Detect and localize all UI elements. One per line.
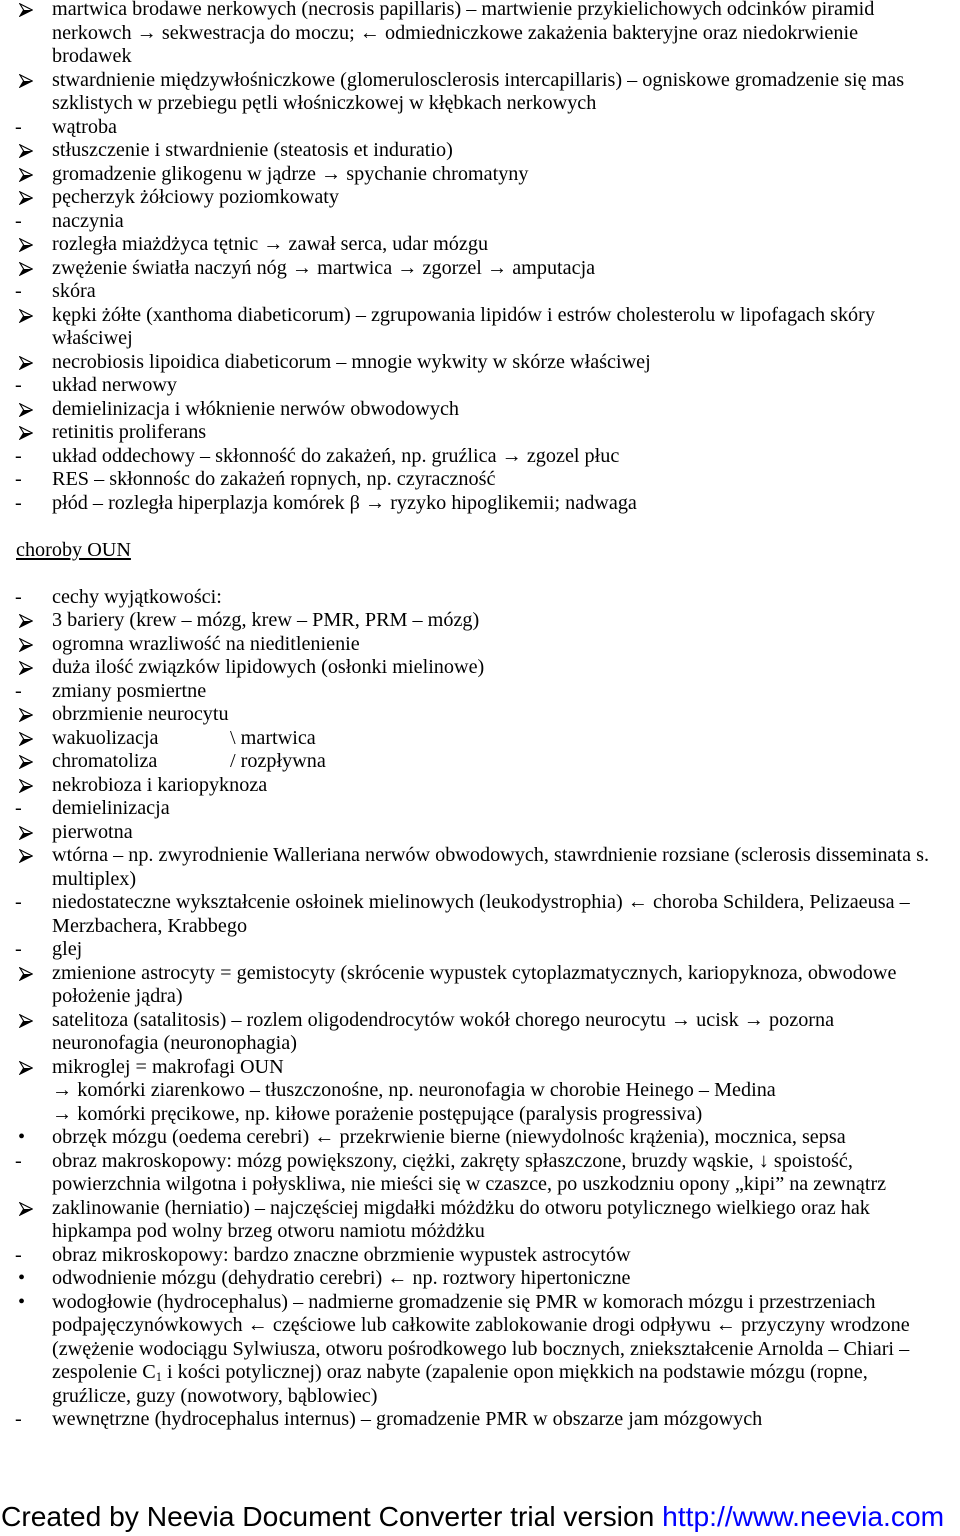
list-item [0, 1291, 960, 1409]
list-item [0, 374, 960, 398]
text-segment: zwężenie światła naczyń nóg → martwica → zgorzel → amputacja [52, 256, 596, 279]
list-item [0, 750, 960, 774]
watermark-text: Created by Neevia Document Converter trial version [1, 1500, 655, 1532]
list-item-line [52, 1032, 960, 1056]
list-item-line [52, 163, 960, 187]
list-item-line [52, 0, 960, 22]
list-item-line [52, 1338, 960, 1362]
converter-watermark [1, 1500, 944, 1532]
list-item-line [52, 891, 960, 915]
text-segment: położenie jądra) [52, 985, 183, 1007]
text-segment: wodogłowie (hydrocephalus) – nadmierne gromadzenie się PMR w komorach mózgu i przestrzeniach [52, 1290, 876, 1313]
list-item-line [52, 1244, 960, 1268]
text-segment: satelitoza (satalitosis) – rozlem oligodendrocytów wokół chorego neurocytu → ucisk → pozorna [52, 1008, 835, 1031]
list-item [0, 680, 960, 704]
list-item [0, 280, 960, 304]
text-segment: brodawek [52, 45, 132, 67]
list-item-line [52, 1314, 960, 1338]
list-item-line [52, 421, 960, 445]
dash-bullet: - [15, 444, 22, 467]
arrowhead-bullet-icon [19, 774, 33, 798]
dash-bullet: - [15, 679, 22, 702]
text-segment: obrzmienie neurocytu [52, 703, 229, 725]
list-item-line [52, 609, 960, 633]
list-item [0, 1150, 960, 1197]
list-item-line [52, 374, 960, 398]
section-heading: choroby OUN [16, 538, 131, 561]
arrowhead-bullet-icon [19, 703, 33, 727]
dash-bullet: - [15, 468, 22, 490]
list-item [0, 233, 960, 257]
arrowhead-bullet-icon [19, 0, 33, 22]
list-item-line [52, 633, 960, 657]
column-note: \ martwica [230, 726, 316, 749]
list-item-line [52, 680, 960, 704]
list-item-line [52, 69, 960, 93]
list-item-line [52, 1150, 960, 1174]
text-segment: gromadzenie glikogenu w jądrze → spychanie chromatyny [52, 162, 529, 185]
list-item-line [52, 1173, 960, 1197]
arrowhead-bullet-icon [19, 421, 33, 445]
blank-line [0, 562, 960, 586]
text-segment: glej [52, 938, 83, 960]
list-item-line [52, 1009, 960, 1033]
dash-bullet: - [15, 1408, 22, 1430]
list-item-line [52, 1197, 960, 1221]
dash-bullet: - [15, 891, 22, 913]
list-item [0, 257, 960, 281]
text-segment: kępki żółte (xanthoma diabeticorum) – zgrupowania lipidów i estrów cholesterolu w lipofagach skóry [52, 303, 875, 326]
arrowhead-bullet-icon [19, 139, 33, 163]
list-item [0, 609, 960, 633]
list-item-line [52, 1056, 960, 1080]
list-item-line [52, 45, 960, 69]
arrowhead-bullet-icon [19, 609, 33, 633]
list-item [0, 468, 960, 492]
text-segment: pierwotna [52, 820, 133, 843]
text-segment: → komórki ziarenkowo – tłuszczonośne, np. neuronofagia w chorobie Heinego – Medina [52, 1079, 776, 1101]
dash-bullet: - [15, 1149, 22, 1172]
dash-bullet: - [15, 115, 22, 138]
list-item-line [52, 586, 960, 610]
text-segment: (zwężenie wodociągu Sylwiusza, otworu pośrodkowego lub bocznych, zniekształcenie Arnolda – Chiari – [52, 1337, 910, 1360]
arrowhead-bullet-icon [19, 1056, 33, 1080]
text-segment: obraz mikroskopowy: bardzo znaczne obrzmienie wypustek astrocytów [52, 1243, 631, 1266]
list-item [0, 1056, 960, 1127]
list-item [0, 1009, 960, 1056]
text-segment: mikroglej = makrofagi OUN [52, 1055, 284, 1078]
list-item-line [52, 210, 960, 234]
list-item-line [52, 656, 960, 680]
text-segment: cechy wyjątkowości: [52, 585, 222, 608]
round-bullet-icon: • [18, 1126, 26, 1148]
list-item [0, 1244, 960, 1268]
list-item-line [52, 1385, 960, 1409]
arrowhead-bullet-icon [19, 233, 33, 257]
list-item-line [52, 351, 960, 375]
list-item [0, 821, 960, 845]
list-item [0, 656, 960, 680]
list-item-line [52, 1220, 960, 1244]
text-segment: powierzchnia wilgotna i połyskliwa, nie mieści się w czaszce, po uszkodzniu opony „kipi” na zewnątrz [52, 1173, 887, 1195]
list-item [0, 797, 960, 821]
list-item [0, 186, 960, 210]
list-item-line [52, 327, 960, 351]
list-item [0, 304, 960, 351]
list-item-line [52, 139, 960, 163]
text-segment: zmiany posmiertne [52, 679, 207, 702]
round-bullet-icon: • [18, 1267, 26, 1289]
arrowhead-bullet-icon [19, 1197, 33, 1221]
list-item [0, 633, 960, 657]
text-segment: obraz makroskopowy: mózg powiększony, ciężki, zakręty spłaszczone, bruzdy wąskie, ↓ spoistość, [52, 1149, 853, 1172]
dash-bullet: - [15, 374, 22, 396]
text-segment: duża ilość związków lipidowych (osłonki mielinowe) [52, 656, 485, 678]
text-segment: i kości potylicznej) oraz nabyte (zapalenie opon miękkich na podstawie mózgu (ropne, [161, 1361, 868, 1383]
text-segment: naczynia [52, 209, 124, 232]
text-segment: właściwej [52, 327, 133, 349]
list-item-line [52, 703, 960, 727]
list-item-line [52, 1103, 960, 1127]
list-item-line [52, 868, 960, 892]
list-item-line [52, 92, 960, 116]
arrowhead-bullet-icon [19, 163, 33, 187]
list-item-line [52, 280, 960, 304]
text-segment: odwodnienie mózgu (dehydratio cerebri) ← np. roztwory hipertoniczne [52, 1267, 631, 1289]
list-item-line [52, 844, 960, 868]
text-segment: ogromna wrazliwość na nieditlenienie [52, 632, 360, 655]
arrowhead-bullet-icon [19, 844, 33, 868]
subscript: 1 [155, 1370, 162, 1385]
list-item-line [52, 398, 960, 422]
text-segment: obrzęk mózgu (oedema cerebri) ← przekrwienie bierne (niewydolnośc krążenia), mocznica, sepsa [52, 1126, 846, 1148]
text-segment: niedostateczne wykształcenie osłoinek mielinowych (leukodystrophia) ← choroba Schildera, Pelizaeusa – [52, 891, 910, 913]
text-segment: wtórna – np. zwyrodnienie Walleriana nerwów obwodowych, stawrdnienie rozsiane (sclerosis disseminata s. [52, 844, 930, 866]
text-segment: hipkampa pod wolny brzeg otworu namiotu móżdżku [52, 1220, 485, 1242]
list-item-line [52, 233, 960, 257]
list-item-line [52, 1267, 960, 1291]
list-item-line [52, 257, 960, 281]
text-segment: martwica brodawe nerkowych (necrosis papillaris) – martwienie przykielichowych odcinków piramid [52, 0, 875, 20]
dash-bullet: - [15, 209, 22, 232]
dash-bullet: - [15, 280, 22, 302]
list-item-line [52, 821, 960, 845]
text-segment: wakuolizacja [52, 726, 159, 749]
arrowhead-bullet-icon [19, 186, 33, 210]
list-item-line [52, 938, 960, 962]
arrowhead-bullet-icon [19, 304, 33, 328]
text-segment: multiplex) [52, 867, 137, 890]
list-item [0, 0, 960, 69]
list-item-line [52, 750, 960, 774]
text-segment: retinitis proliferans [52, 421, 207, 443]
dash-bullet: - [15, 797, 22, 819]
text-segment: → komórki pręcikowe, np. kiłowe porażenie postępujące (paralysis progressiva) [52, 1102, 703, 1125]
arrowhead-bullet-icon [19, 656, 33, 680]
text-segment: neuronofagia (neuronophagia) [52, 1032, 297, 1054]
list-item [0, 139, 960, 163]
text-segment: pęcherzyk żółciowy poziomkowaty [52, 186, 340, 208]
list-item [0, 445, 960, 469]
column-note: / rozpływna [230, 750, 326, 772]
list-item-line [52, 962, 960, 986]
text-segment: 3 bariery (krew – mózg, krew – PMR, PRM – mózg) [52, 609, 480, 631]
text-segment: nekrobioza i kariopyknoza [52, 773, 268, 796]
arrowhead-bullet-icon [19, 398, 33, 422]
arrowhead-bullet-icon [19, 1009, 33, 1033]
list-item-line [52, 304, 960, 328]
dash-bullet: - [15, 491, 22, 514]
text-segment: stwardnienie międzywłośniczkowe (glomerulosclerosis intercapillaris) – ogniskowe gromadzenie się mas [52, 68, 905, 91]
watermark-link[interactable]: http://www.neevia.com [662, 1500, 945, 1532]
arrowhead-bullet-icon [19, 351, 33, 375]
text-segment: wewnętrzne (hydrocephalus internus) – gromadzenie PMR w obszarze jam mózgowych [52, 1408, 763, 1430]
list-item [0, 351, 960, 375]
arrowhead-bullet-icon [19, 633, 33, 657]
list-item [0, 586, 960, 610]
list-item-line [52, 1361, 960, 1385]
arrowhead-bullet-icon [19, 821, 33, 845]
text-segment: chromatoliza [52, 750, 158, 772]
list-item-line [52, 1079, 960, 1103]
list-item [0, 938, 960, 962]
list-item-line [52, 116, 960, 140]
list-item [0, 116, 960, 140]
arrowhead-bullet-icon [19, 962, 33, 986]
arrowhead-bullet-icon [19, 69, 33, 93]
round-bullet-icon: • [18, 1290, 26, 1313]
list-item [0, 1126, 960, 1150]
list-item [0, 163, 960, 187]
text-segment: zmienione astrocyty = gemistocyty (skrócenie wypustek cytoplazmatycznych, kariopyknoza, obwodowe [52, 961, 897, 984]
list-item-line [52, 22, 960, 46]
text-segment: skóra [52, 280, 96, 302]
list-item [0, 727, 960, 751]
text-segment: Merzbachera, Krabbego [52, 914, 248, 937]
list-item-line [52, 985, 960, 1009]
list-item [0, 492, 960, 516]
list-item [0, 703, 960, 727]
list-item [0, 421, 960, 445]
text-segment: demielinizacja i włóknienie nerwów obwodowych [52, 397, 459, 420]
text-segment: necrobiosis lipoidica diabeticorum – mnogie wykwity w skórze właściwej [52, 350, 651, 373]
text-segment: demielinizacja [52, 797, 170, 819]
text-segment: wątroba [52, 115, 118, 138]
list-item [0, 962, 960, 1009]
list-item-line [52, 727, 960, 751]
text-segment: płód – rozległa hiperplazja komórek β → ryzyko hipoglikemii; nadwaga [52, 491, 637, 514]
list-item [0, 774, 960, 798]
list-item [0, 210, 960, 234]
list-item [0, 1408, 960, 1432]
list-item-line [52, 186, 960, 210]
text-segment: stłuszczenie i stwardnienie (steatosis et induratio) [52, 139, 453, 161]
list-item-line [52, 1291, 960, 1315]
list-item [0, 1197, 960, 1244]
blank-line [0, 515, 960, 539]
list-item-line [52, 492, 960, 516]
text-segment: zaklinowanie (herniatio) – najczęściej migdałki móżdżku do otworu potylicznego wielkiego oraz hak [52, 1196, 870, 1219]
list-item [0, 844, 960, 891]
text-segment: układ nerwowy [52, 374, 178, 396]
arrowhead-bullet-icon [19, 727, 33, 751]
list-item-line [52, 915, 960, 939]
list-item-line [52, 797, 960, 821]
text-segment: nerkowch → sekwestracja do moczu; ← odmiedniczkowe zakażenia bakteryjne oraz niedokrwienie [52, 21, 859, 44]
dash-bullet: - [15, 938, 22, 960]
list-item [0, 69, 960, 116]
arrowhead-bullet-icon [19, 750, 33, 774]
text-segment: szklistych w przebiegu pętli włośniczkowej w kłębkach nerkowych [52, 92, 597, 114]
text-segment: układ oddechowy – skłonność do zakażeń, np. gruźlica → zgozel płuc [52, 444, 620, 467]
list-item-line [52, 1408, 960, 1432]
list-item-line [52, 1126, 960, 1150]
arrowhead-bullet-icon [19, 257, 33, 281]
text-segment: RES – skłonnośc do zakażeń ropnych, np. czyraczność [52, 468, 496, 490]
list-item [0, 1267, 960, 1291]
dash-bullet: - [15, 1243, 22, 1266]
dash-bullet: - [15, 585, 22, 608]
list-item [0, 398, 960, 422]
list-item-line [52, 445, 960, 469]
text-segment: rozległa miażdżyca tętnic → zawał serca, udar mózgu [52, 233, 489, 255]
text-segment: zespolenie C [52, 1361, 156, 1383]
text-segment: gruźlicze, guzy (nowotwory, bąblowiec) [52, 1384, 378, 1407]
list-item [0, 891, 960, 938]
text-segment: podpajęczynówkowych ← częściowe lub całkowite zablokowanie drogi odpływu ← przyczyny wrodzone [52, 1314, 910, 1336]
list-item-line [52, 774, 960, 798]
list-item-line [52, 468, 960, 492]
